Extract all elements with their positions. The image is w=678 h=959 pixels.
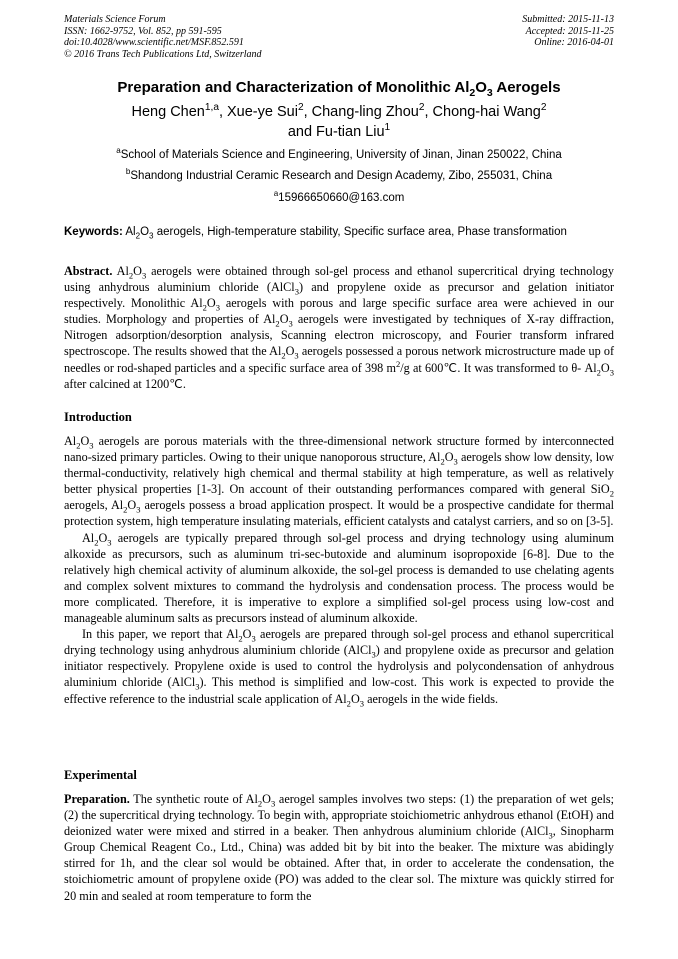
online-date: Online: 2016-04-01 <box>534 37 614 48</box>
header-left <box>64 14 262 60</box>
keywords: Keywords: $Al_2O_3$ aerogels, High-temperature stability, Specific surface area, Phase transformation <box>64 226 567 241</box>
author-list: Heng Chen$^{1,a}$, Xue-ye Sui$^2$, Chang-ling Zhou$^2$, Chong-hai Wang$^2$ and Fu-tian Liu$^1$ <box>131 102 547 140</box>
doi: doi:10.4028/www.scientific.net/MSF.852.591 <box>64 37 244 48</box>
introduction-heading: Introduction <box>64 410 132 424</box>
experimental-body: Preparation. The synthetic route of $Al_2O_3$ aerogel samples involves two steps: (1) the preparation of wet gels; (2) the supercritical drying technology. To begin with, appropriate stoichiometric anhydrous ethanol (EtOH) and deionized water were mixed and stirred in a beaker. Then anhydrous aluminium chloride (AlCl$_3$, Sinopharm Group Chemical Reagent Co., Ltd., China) was added bit by bit into the beaker. The mixture was abidingly stirred for 1h, and the clear sol would be obtained. After that, in order to accelerate the condensation, the stoichiometric amount of propylene oxide (PO) was added to the clear sol. The mixture was quickly stirred for 20 min and sealed at room temperature to form the <box>64 792 614 903</box>
paper-title: Preparation and Characterization of Monolithic $Al_2O_3$ Aerogels <box>117 79 561 99</box>
issn: ISSN: 1662-9752, Vol. 852, pp 591-595 <box>64 25 222 37</box>
journal-name: Materials Science Forum <box>64 14 166 25</box>
accepted-date: Accepted: 2015-11-25 <box>525 25 614 37</box>
affiliation-a: $^a$School of Materials Science and Engineering, University of Jinan, Jinan 250022, China <box>116 146 562 161</box>
abstract: Abstract. $Al_2O_3$ aerogels were obtained through sol-gel process and ethanol supercritical drying technology using anhydrous aluminium chloride (AlCl$_3$) and propylene oxide as precursor and gelation initiator respectively. Monolithic $Al_2O_3$ aerogels with porous and large specific surface area were achieved in our studies. Morphology and properties of $Al_2O_3$ aerogels were investigated by techniques of X-ray diffraction, Nitrogen adsorption/desorption analysis, Scanning electron microscopy, and Fourier transform infrared spectroscope. The results showed that the $Al_2O_3$ aerogels possessed a porous network microstructure made up of needles or rod-shaped particles and a specific surface area of 398 $m^2/g$ at 600℃. It was transformed to θ- $Al_2O_3$ after calcined at 1200℃. <box>64 264 615 391</box>
affiliation-b: $^b$Shandong Industrial Ceramic Research and Design Academy, Zibo, 255031, China <box>125 167 553 182</box>
introduction-body: $Al_2O_3$ aerogels are porous materials with the three-dimensional network structure formed by interconnected nano-sized primary particles. Owing to their unique nanoporous structure, $Al_2O_3$ aerogels show low density, low thermal-conductivity, relatively high chemical and thermal stability at high temperature, as well as relatively better physical properties [1-3]. On account of their outstanding performances compared with general SiO$_2$ aerogels, $Al_2O_3$ aerogels possess a broad application prospect. It would be a prospective candidate for thermal protection system, high temperature insulating materials, efficient catalysts and catalyst carriers, and so on [3-5]. $Al_2O_3$ aerogels are typically prepared through sol-gel process and drying technology using aluminum alkoxide as precursors, such as aluminum tri-sec-butoxide and aluminum isopropoxide [6-8]. Due to the relatively high chemical activity of aluminum alkoxide, the sol-gel process is demanded to use chelating agents and complex solvent mixtures to command the hydrolysis and condensation process. The process would be more complicated. Therefore, it is imperative to explore a simplified sol-gel process using low-cost and manageable aluminum salts as precursors instead of aluminum alkoxide. In this paper, we report that $Al_2O_3$ aerogels are prepared through sol-gel process and ethanol supercritical drying technology using anhydrous aluminium chloride (AlCl$_3$) and propylene oxide as precursor and gelation initiator respectively. Propylene oxide is used to control the hydrolysis and polycondensation of anhydrous aluminium chloride (AlCl$_3$). This method is simplified and low-cost. This work is expected to provide the effective reference to the industrial scale application of $Al_2O_3$ aerogels in the wide fields. <box>64 434 614 708</box>
submitted-date: Submitted: 2015-11-13 <box>522 14 614 25</box>
header-right <box>522 14 614 49</box>
author-email: $^a$15966650660@163.com <box>273 189 405 204</box>
copyright: © 2016 Trans Tech Publications Ltd, Switzerland <box>64 48 262 60</box>
experimental-heading: Experimental <box>64 768 137 782</box>
